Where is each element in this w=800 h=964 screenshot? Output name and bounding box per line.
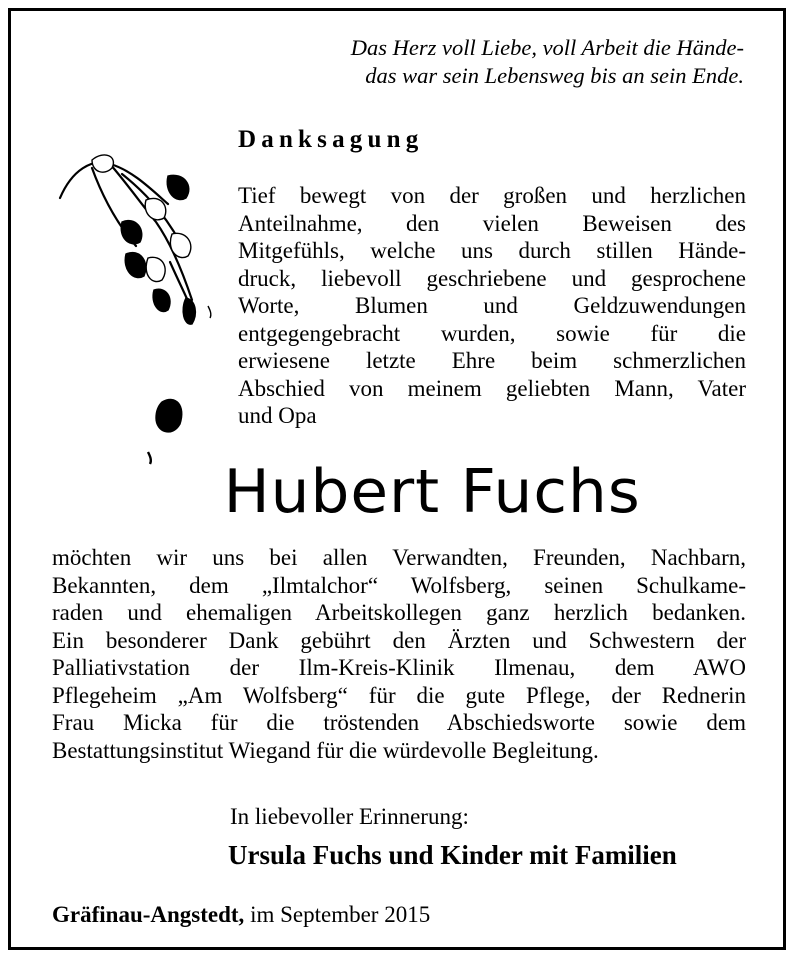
body-line: Bestattungsinstitut Wiegand für die würdevolle Begleitung.: [52, 737, 599, 763]
intro-line: Tief bewegt von der großen und herzlichen: [238, 183, 746, 208]
heading-danksagung: Danksagung: [238, 126, 424, 153]
intro-line: Mitgefühls, welche uns durch stillen Hände-: [238, 238, 746, 263]
intro-line: Anteilnahme, den vielen Beweisen des: [238, 210, 746, 236]
intro-line: Worte, Blumen und Geldzuwendungen: [238, 293, 746, 318]
body-line: Palliativstation der Ilm-Kreis-Klinik Ilmenau, dem AWO: [52, 655, 746, 680]
motto-line-2: das war sein Lebensweg bis an sein Ende.: [365, 63, 744, 88]
family-signature: Ursula Fuchs und Kinder mit Familien: [228, 840, 677, 870]
body-line: Pflegeheim „Am Wolfsberg“ für die gute Pflege, der Rednerin: [52, 682, 746, 708]
body-line: raden und ehemaligen Arbeitskollegen ganz herzlich bedanken.: [52, 600, 746, 625]
motto-verse: [240, 34, 744, 90]
intro-line: entgegengebracht wurden, sowie für die: [238, 320, 746, 346]
intro-line: und Opa: [238, 403, 317, 428]
body-line: Frau Micka für die tröstenden Abschiedsworte sowie dem: [52, 710, 746, 735]
body-line: Ein besonderer Dank gebührt den Ärzten und Schwestern der: [52, 627, 746, 653]
place-name: Gräfinau-Angstedt,: [52, 902, 245, 927]
body-paragraph: [52, 544, 746, 764]
closing-phrase: In liebevoller Erinnerung:: [230, 804, 469, 829]
place-date-line: [52, 902, 430, 928]
body-line: Bekannten, dem „Ilmtalchor“ Wolfsberg, seinen Schulkame-: [52, 572, 746, 598]
intro-line: druck, liebevoll geschriebene und gesprochene: [238, 265, 746, 291]
motto-line-1: Das Herz voll Liebe, voll Arbeit die Hände-: [350, 35, 744, 60]
intro-line: Abschied von meinem geliebten Mann, Vater: [238, 375, 746, 401]
date-text: im September 2015: [244, 902, 431, 927]
body-line: möchten wir uns bei allen Verwandten, Freunden, Nachbarn,: [52, 545, 746, 570]
intro-line: erwiesene letzte Ehre beim schmerzlichen: [238, 348, 746, 373]
deceased-name: Hubert Fuchs: [223, 457, 641, 527]
birch-branch-icon: [52, 150, 222, 470]
intro-paragraph: [238, 182, 746, 430]
